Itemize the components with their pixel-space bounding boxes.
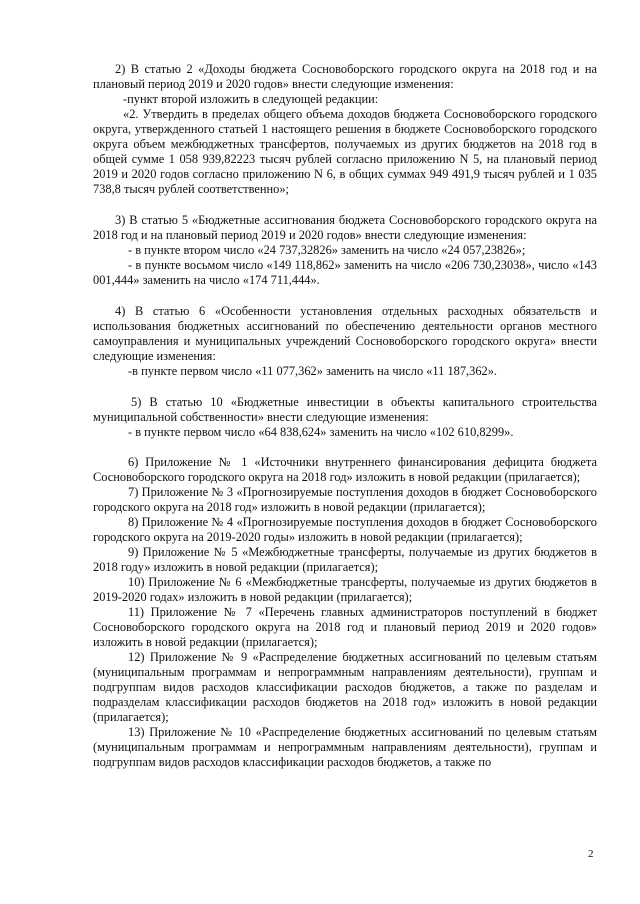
paragraph-article-5-item-2: - в пункте восьмом число «149 118,862» заменить на число «206 730,23038», число «143 001,444» заменить на число «174 711,444». xyxy=(93,258,597,287)
paragraph-appendix-1: 6) Приложение № 1 «Источники внутреннего финансирования дефицита бюджета Сосновоборского городского округа на 2018 год» изложить в новой редакции (прилагается); xyxy=(93,455,597,484)
paragraph-appendix-5: 9) Приложение № 5 «Межбюджетные трансферты, получаемые из других бюджетов в 2018 году» изложить в новой редакции (прилагается); xyxy=(93,545,597,574)
paragraph-appendix-7: 11) Приложение № 7 «Перечень главных администраторов поступлений в бюджет Сосновоборского городского округа на 2018 год и плановый период 2019 и 2020 годов» изложить в новой редакции (прилагается); xyxy=(93,605,597,649)
paragraph-article-5-item-1: - в пункте втором число «24 737,32826» заменить на число «24 057,23826»; xyxy=(128,243,526,257)
document-page xyxy=(93,62,597,770)
paragraph-appendix-6: 10) Приложение № 6 «Межбюджетные трансферты, получаемые из других бюджетов в 2019-2020 годах» изложить в новой редакции (прилагается); xyxy=(93,575,597,604)
paragraph-article-6-item-1: -в пункте первом число «11 077,362» заменить на число «11 187,362». xyxy=(128,364,498,378)
paragraph-article-2: 2) В статью 2 «Доходы бюджета Сосновоборского городского округа на 2018 год и на плановый период 2019 и 2020 годов» внести следующие изменения: xyxy=(93,62,597,91)
paragraph-point-two-text: «2. Утвердить в пределах общего объема доходов бюджета Сосновоборского городского округа, утвержденного статьей 1 настоящего решения в бюджете Сосновоборского городского округа объем межбюджетных трансфертов, получаемых из других бюджетов на 2018 год в общей сумме 1 058 939,82223 тысяч рублей согласно приложению N 5, на плановый период 2019 и 2020 годов согласно приложению N 6, в общих суммах 949 491,9 тысяч рублей и 1 035 738,8 тысяч рублей соответственно»; xyxy=(93,107,597,196)
paragraph-appendix-9: 12) Приложение № 9 «Распределение бюджетных ассигнований по целевым статьям (муниципальным программам и непрограммным направлениям деятельности), группам и подгруппам видов расходов классификации расходов бюджетов, а также по разделам и подразделам классификации расходов бюджетов на 2018 год» изложить в новой редакции (прилагается); xyxy=(93,650,597,724)
paragraph-article-10: 5) В статью 10 «Бюджетные инвестиции в объекты капитального строительства муниципальной собственности» внести следующие изменения: xyxy=(93,395,597,424)
paragraph-appendix-4: 8) Приложение № 4 «Прогнозируемые поступления доходов в бюджет Сосновоборского городского округа на 2019-2020 годы» изложить в новой редакции (прилагается); xyxy=(93,515,597,544)
page-number: 2 xyxy=(588,848,594,860)
paragraph-article-5: 3) В статью 5 «Бюджетные ассигнования бюджета Сосновоборского городского округа на 2018 год и на плановый период 2019 и 2020 годов» внести следующие изменения: xyxy=(93,213,597,242)
paragraph-appendix-3: 7) Приложение № 3 «Прогнозируемые поступления доходов в бюджет Сосновоборского городского округа на 2018 год» изложить в новой редакции (прилагается); xyxy=(93,485,597,514)
paragraph-point-two-intro: -пункт второй изложить в следующей редакции: xyxy=(123,92,379,106)
paragraph-article-6: 4) В статью 6 «Особенности установления отдельных расходных обязательств и использования бюджетных ассигнований по обеспечению деятельности органов местного самоуправления и муниципальных учреждений Сосновоборского городского округа» внести следующие изменения: xyxy=(93,304,597,363)
paragraph-article-10-item-1: - в пункте первом число «64 838,624» заменить на число «102 610,8299». xyxy=(128,425,514,439)
paragraph-appendix-10: 13) Приложение № 10 «Распределение бюджетных ассигнований по целевым статьям (муниципальным программам и непрограммным направлениям деятельности), группам и подгруппам видов расходов классификации расходов бюджетов, а также по xyxy=(93,725,597,769)
